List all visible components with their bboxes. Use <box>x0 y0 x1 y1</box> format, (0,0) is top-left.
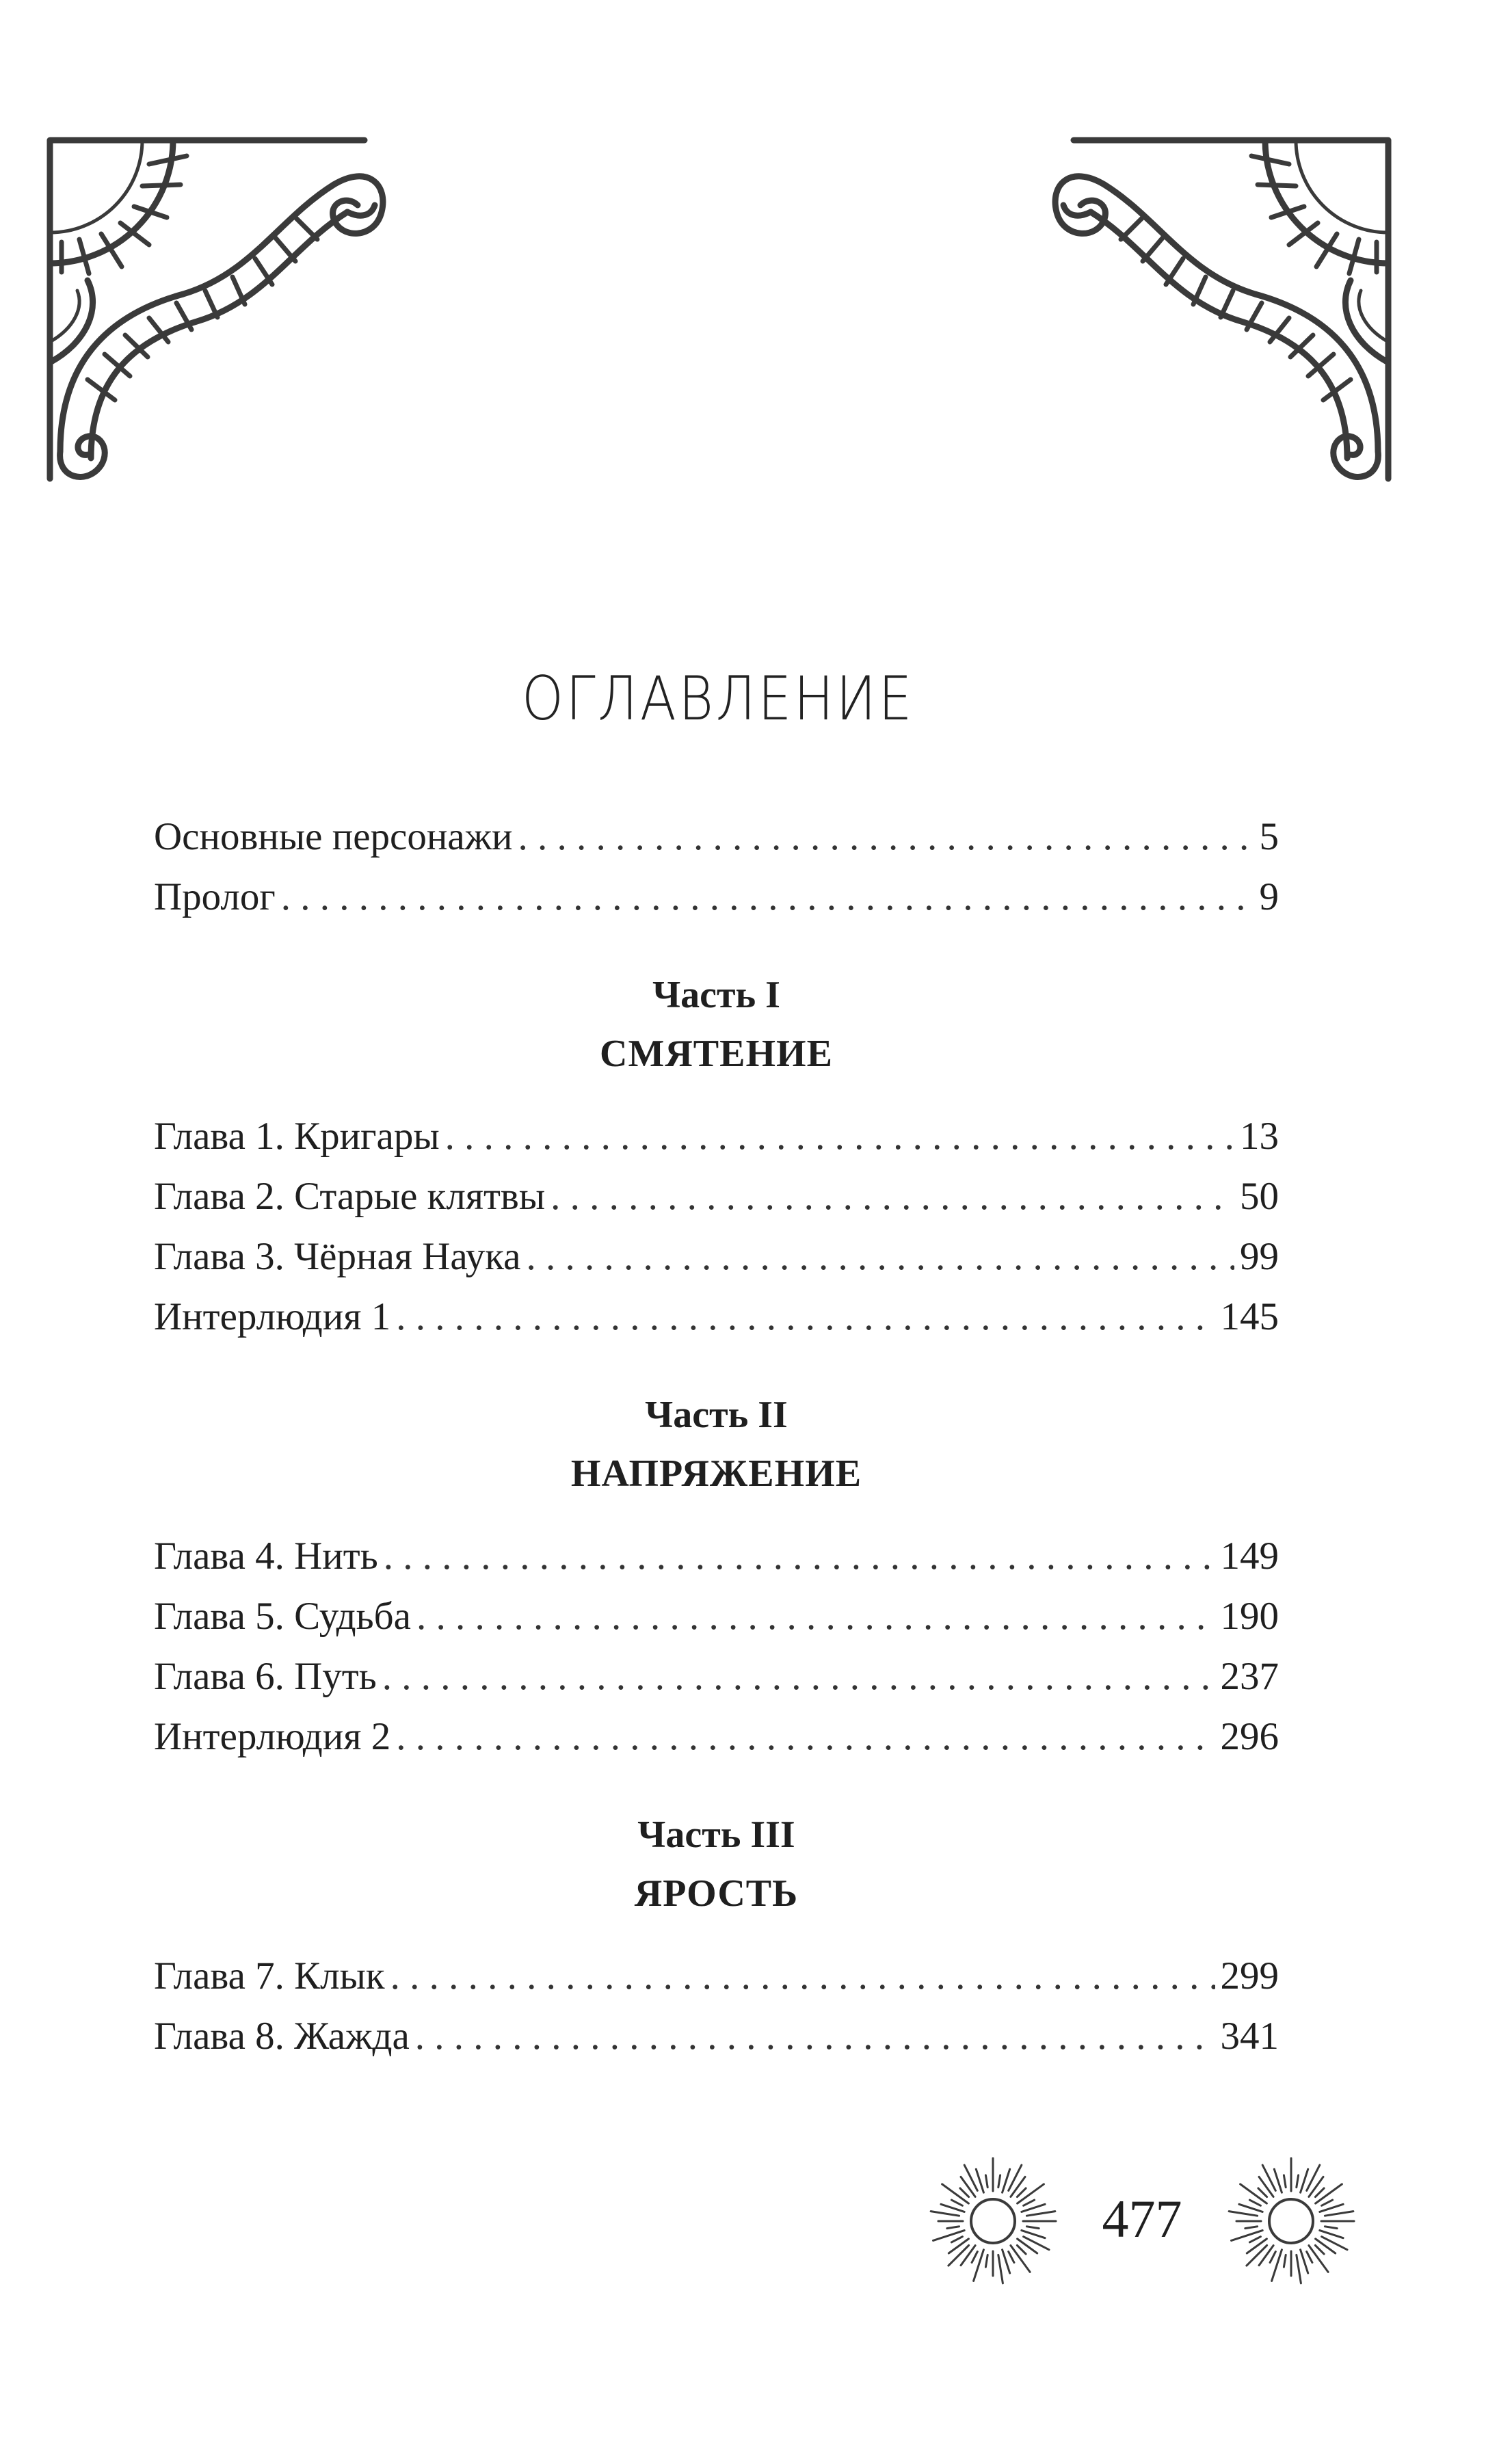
part-heading <box>154 1385 1279 1503</box>
toc-entry[interactable] <box>154 1167 1279 1227</box>
toc-entry-label: Глава 3. Чёрная Наука <box>154 1235 521 1278</box>
parts-section <box>154 966 1279 2067</box>
dot-leader <box>445 1106 1234 1167</box>
toc-entry-label: Глава 7. Клык <box>154 1954 385 1998</box>
toc-entry[interactable] <box>154 807 1279 867</box>
dot-leader <box>551 1167 1234 1227</box>
dot-leader <box>281 867 1254 927</box>
toc-entry[interactable] <box>154 1227 1279 1287</box>
toc-entry-page: 149 <box>1220 1535 1279 1578</box>
toc-entry[interactable] <box>154 1287 1279 1347</box>
toc-entry-page: 5 <box>1259 815 1279 858</box>
toc-entry-label: Интерлюдия 1 <box>154 1295 391 1338</box>
toc-entry[interactable] <box>154 1946 1279 2006</box>
toc-entry-label: Пролог <box>154 875 276 918</box>
toc-entry-label: Глава 8. Жажда <box>154 2015 410 2058</box>
toc-entry[interactable] <box>154 1647 1279 1707</box>
dot-leader <box>384 1526 1215 1587</box>
dot-leader <box>382 1647 1215 1707</box>
toc-entry-label: Глава 1. Кригары <box>154 1115 440 1158</box>
toc-entry-page: 13 <box>1240 1115 1279 1158</box>
toc-entry-page: 9 <box>1259 875 1279 918</box>
toc-entry[interactable] <box>154 1526 1279 1587</box>
toc-entry-page: 341 <box>1220 2015 1279 2058</box>
sunburst-left-icon <box>925 2153 1061 2290</box>
toc-entry-label: Глава 2. Старые клятвы <box>154 1175 546 1218</box>
toc-entry-label: Основные персонажи <box>154 815 513 858</box>
toc-entry-label: Глава 6. Путь <box>154 1655 377 1698</box>
toc-entry[interactable] <box>154 1587 1279 1647</box>
dot-leader <box>390 1946 1215 2006</box>
dot-leader <box>416 1587 1215 1647</box>
toc-entry-page: 99 <box>1240 1235 1279 1278</box>
dot-leader <box>396 1707 1215 1767</box>
toc-entry[interactable] <box>154 1106 1279 1167</box>
table-of-contents <box>154 807 1279 2067</box>
toc-entry-page: 145 <box>1220 1295 1279 1338</box>
part-heading <box>154 1805 1279 1923</box>
toc-entry-label: Интерлюдия 2 <box>154 1715 391 1758</box>
toc-entry-page: 190 <box>1220 1595 1279 1638</box>
part-number: Часть II <box>645 1394 788 1436</box>
corner-ornament-left-icon <box>47 137 388 482</box>
toc-entry-page: 296 <box>1220 1715 1279 1758</box>
part-title: СМЯТЕНИЕ <box>600 1033 833 1075</box>
page-number: 477 <box>1102 2189 1182 2248</box>
dot-leader <box>415 2006 1215 2067</box>
toc-entry-page: 237 <box>1220 1655 1279 1698</box>
dot-leader <box>396 1287 1215 1347</box>
part-title: ЯРОСТЬ <box>634 1872 799 1915</box>
toc-entry[interactable] <box>154 1707 1279 1767</box>
dot-leader <box>518 807 1254 867</box>
corner-ornament-right-icon <box>1050 137 1392 482</box>
part-number: Часть III <box>637 1814 795 1856</box>
toc-entry[interactable] <box>154 867 1279 927</box>
toc-entry-label: Глава 4. Нить <box>154 1535 378 1578</box>
toc-entry[interactable] <box>154 2006 1279 2067</box>
page-title: ОГЛАВЛЕНИЕ <box>521 663 914 734</box>
toc-entry-label: Глава 5. Судьба <box>154 1595 411 1638</box>
toc-entry-page: 50 <box>1240 1175 1279 1218</box>
part-title: НАПРЯЖЕНИЕ <box>570 1452 862 1495</box>
part-number: Часть I <box>652 974 780 1016</box>
dot-leader <box>526 1227 1234 1287</box>
toc-entry-page: 299 <box>1220 1954 1279 1998</box>
part-heading <box>154 966 1279 1083</box>
intro-section <box>154 807 1279 927</box>
sunburst-right-icon <box>1223 2153 1360 2290</box>
